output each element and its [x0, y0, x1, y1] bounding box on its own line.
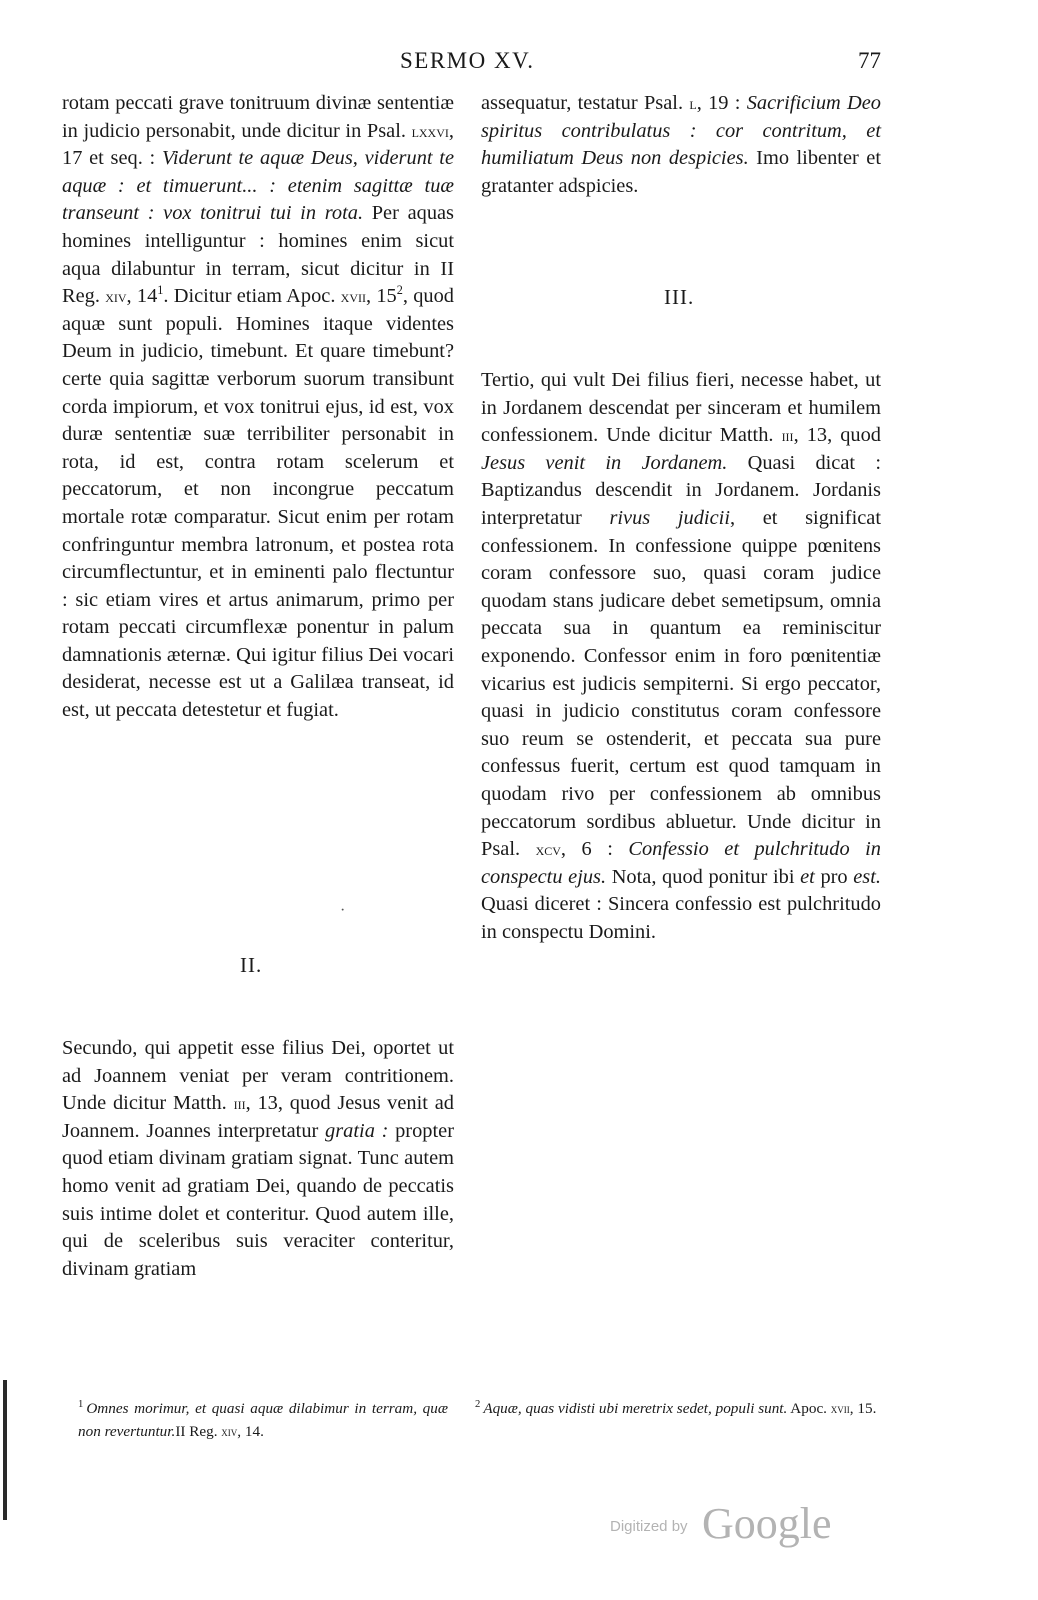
section-heading-iii: III.	[664, 285, 695, 309]
section-heading-ii: II.	[240, 953, 263, 977]
footnote-marker: 1	[78, 1398, 84, 1410]
stray-mark: ·	[340, 902, 346, 919]
footnote-ref-2: 2	[396, 283, 403, 298]
paragraph-section-iii: Tertio, qui vult Dei filius fieri, necesse habet, ut in Jordanem descendat per sinceram et humilem confessionem. Unde dicitur Matth. iii, 13, quod Jesus venit in Jordanem. Quasi dicat : Baptizandus descendit in Jordanem. Jordanis interpretatur rivus judicii, et significat confessionem. In confessione quippe pœnitens coram confessore suo, quasi coram judice quodam stans judicare debet semetipsum, omnia peccata sua in quantum ea reminiscitur exponendo. Confessor enim in foro pœnitentiæ vicarius est judicis sempiterni. Si ergo peccator, quasi in judicio constitutus coram confessore suo reum se ostenderit, et peccata sua pure confessus fuerit, certum est quod tamquam in quodam rivo per confessionem ab omnibus peccatorum sordibus abluetur. Unde dicitur in Psal. xcv, 6 : Confessio et pulchritudo in conspectu ejus. Nota, quod ponitur ibi et pro est. Quasi diceret : Sincera confessio est pulchritudo in conspectu Domini.	[481, 369, 881, 943]
running-head	[0, 48, 1038, 82]
scripture-quote: Sacrificium Deo spiritus contribulatus : cor contritum, et humiliatum Deus non despicies.	[481, 92, 882, 170]
google-logo: Google	[702, 1499, 832, 1548]
scripture-quote: Viderunt te aquæ Deus, viderunt te aquæ : et timuerunt... : etenim sagittæ tuæ transeunt : vox tonitrui tui in rota.	[62, 147, 454, 225]
kings-reference: xiv	[105, 286, 127, 307]
footnote-ref-1: 1	[157, 283, 164, 298]
watermark-prefix: Digitized by	[610, 1518, 688, 1535]
running-title: SERMO XV.	[400, 48, 535, 73]
psalm-reference: xcv	[535, 839, 561, 860]
kings-reference: xiv	[221, 1424, 238, 1439]
left-column-section-ii	[62, 1035, 454, 1283]
binding-edge	[3, 1380, 7, 1520]
scripture-quote: Jesus venit in Jordanem.	[481, 451, 728, 474]
footnote-marker: 2	[475, 1398, 481, 1410]
scripture-quote: Confessio et pulchritudo in conspectu ejus.	[481, 838, 881, 888]
paragraph-section-ii-end: assequatur, testatur Psal. l, 19 : Sacrificium Deo spiritus contribulatus : cor contritum, et humiliatum Deus non despicies. Imo libenter et gratanter adspicies.	[481, 92, 882, 197]
paragraph-sermon-continuation: rotam peccati grave tonitruum divinæ sententiæ in judicio personabit, unde dicitur in Psal. lxxvi, 17 et seq. : Viderunt te aquæ Deus, viderunt te aquæ : et timuerunt... : etenim sagittæ tuæ transeunt : vox tonitrui tui in rota. Per aquas homines intelliguntur : homines enim sicut aqua dilabuntur in terram, sicut dicitur in II Reg. xiv, $14^1$. Dicitur etiam Apoc. xvii, $15^2$, quod aquæ sunt populi. Homines itaque videntes Deum in judicio, timebunt. Et quare timebunt? certe quia sagittæ verborum suorum transibunt corda impiorum, et vox tonitrui ejus, id est, vox duræ sententiæ suæ terribiliter personabit in rota, id est, contra rotam scelerum et peccatorum, et non incongrue peccatum mortale rotæ comparatur. Sicut enim per rotam confringuntur membra latronum, et postea rota circumflectuntur, et in eminenti palo flectuntur : sic etiam vires et artus animarum, primo per rotam peccati circumflexæ ponentur in palum damnationis æternæ. Qui igitur filius Dei vocari desiderat, necesse est ut a Galilæa transeat, id est, ut peccata detestetur et fugiat.	[62, 92, 454, 722]
right-column-section-iii	[481, 367, 881, 946]
footnote-quote: Omnes morimur, et quasi aquæ dilabimur in terram, quæ non revertuntur.	[78, 1400, 448, 1440]
psalm-reference: lxxvi	[411, 120, 449, 141]
matthew-reference: iii	[233, 1093, 246, 1114]
psalm-reference: l	[689, 93, 697, 113]
interpretation-term: rivus judicii	[609, 506, 730, 529]
apocalypse-reference: xvii	[340, 286, 366, 307]
page-number: 77	[858, 48, 881, 73]
right-column	[481, 90, 881, 200]
footnote-quote: Aquæ, quas vidisti ubi meretrix sedet, populi sunt.	[483, 1400, 788, 1417]
apocalypse-reference: xvii	[830, 1401, 850, 1416]
cited-word: et	[800, 865, 815, 888]
left-column	[62, 90, 454, 725]
footnote-2: $^2$ Aquæ, quas vidisti ubi meretrix sedet, populi sunt. Apoc. xvii, 15.	[475, 1398, 877, 1417]
paragraph-section-ii: Secundo, qui appetit esse filius Dei, oportet ut ad Joannem veniat per veram contritionem. Unde dicitur Matth. iii, 13, quod Jesus venit ad Joannem. Joannes interpretatur gratia : propter quod etiam divinam gratiam signat. Tunc autem homo venit ad gratiam Dei, quando de peccatis suis intime dolet et conteritur. Quod autem ille, qui de sceleribus suis veraciter conteritur, divinam gratiam	[62, 1037, 454, 1280]
cited-word: est.	[853, 865, 881, 888]
interpretation-term: gratia :	[325, 1119, 389, 1142]
matthew-reference: iii	[781, 425, 794, 446]
footnote-1: $^1$ Omnes morimur, et quasi aquæ dilabimur in terram, quæ non revertuntur.II Reg. xiv, 14.	[78, 1398, 448, 1440]
